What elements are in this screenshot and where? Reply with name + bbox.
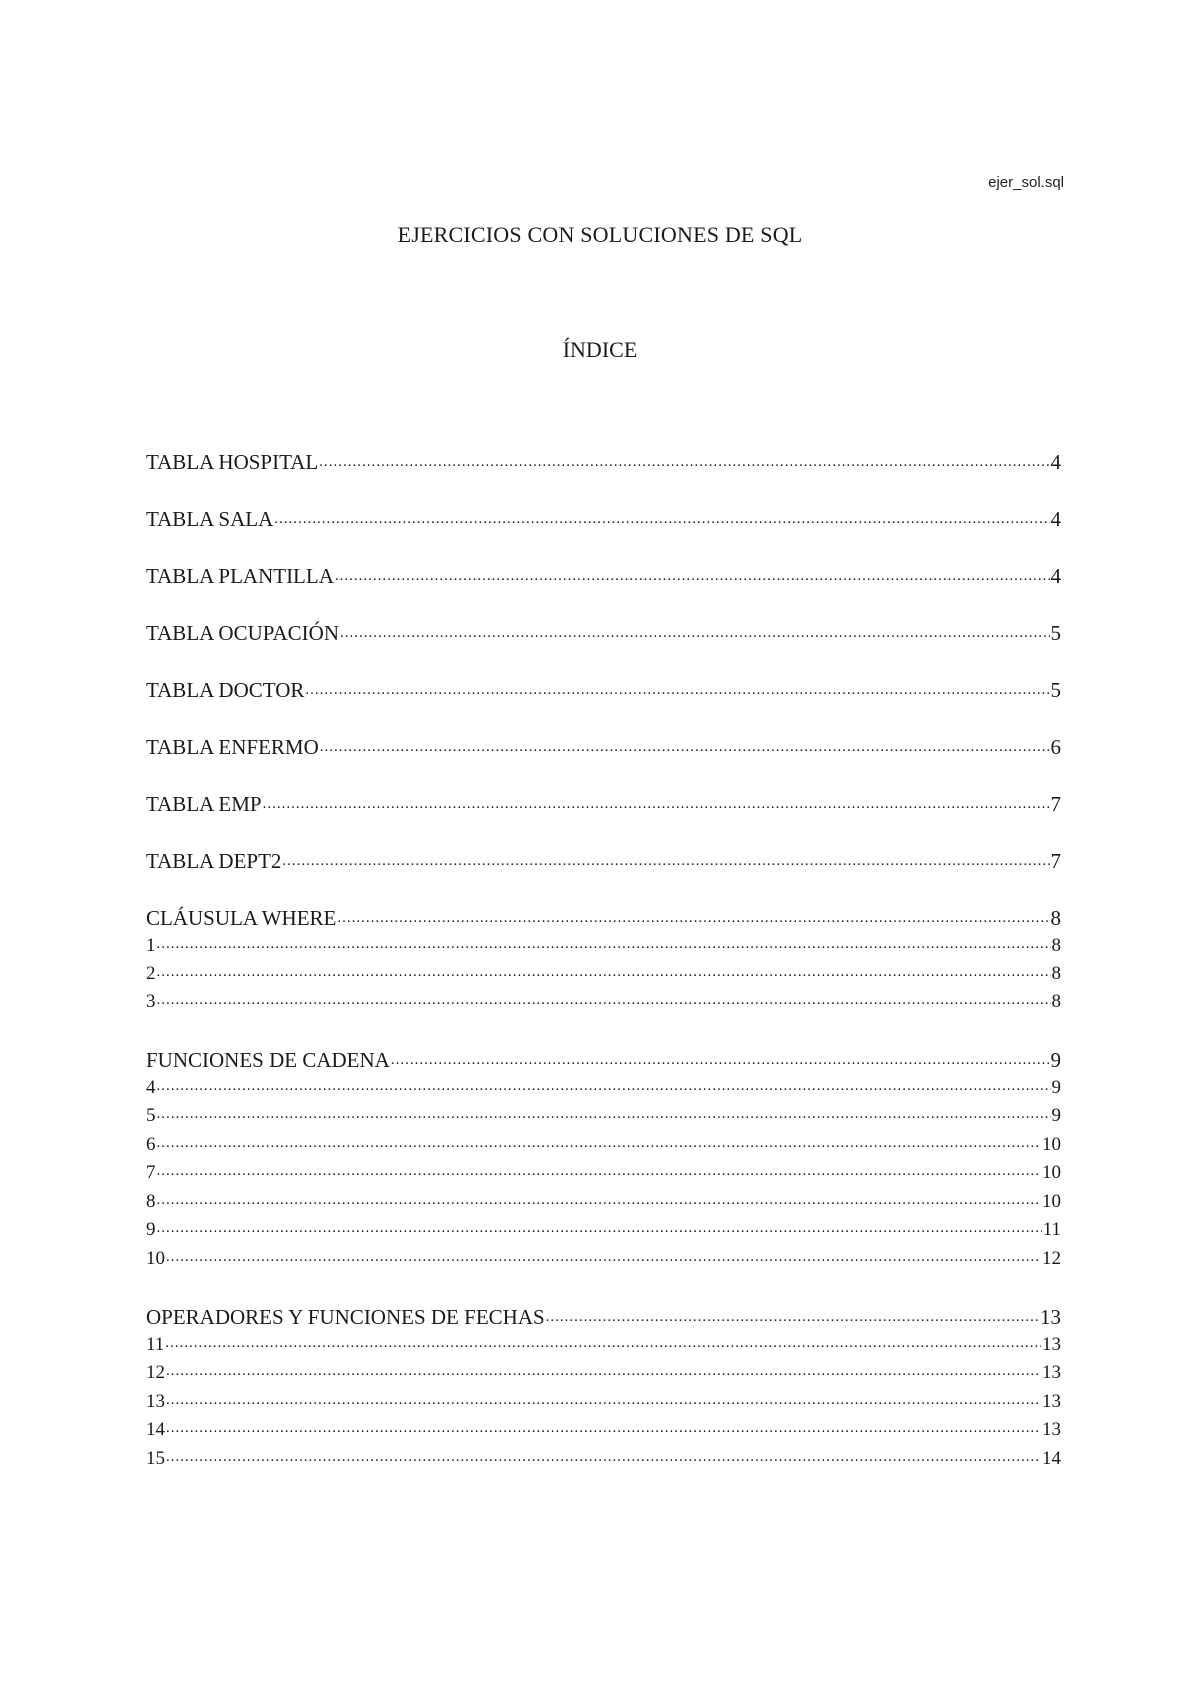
toc-entry-label: TABLA DEPT2 (146, 849, 282, 873)
toc-entry-page: 9 (1050, 1048, 1061, 1072)
toc-entry[interactable] (146, 792, 1061, 818)
toc-entry-page: 10 (1042, 1134, 1061, 1155)
toc-entry-label: CLÁUSULA WHERE (146, 906, 337, 930)
toc-entry[interactable] (146, 1162, 1061, 1186)
toc-entry[interactable] (146, 1448, 1061, 1472)
toc-entry-label: FUNCIONES DE CADENA (146, 1048, 390, 1072)
document-title: EJERCICIOS CON SOLUCIONES DE SQL (397, 222, 803, 247)
toc-entry-page: 10 (1042, 1162, 1061, 1183)
toc-leader-dots (157, 936, 1051, 953)
toc-entry-label: 2 (146, 963, 156, 984)
toc-leader-dots (157, 992, 1051, 1009)
toc-entry[interactable] (146, 1248, 1061, 1272)
toc-entry[interactable] (146, 1077, 1061, 1101)
toc-entry-page: 8 (1050, 906, 1061, 930)
toc-entry-label: 8 (146, 1191, 156, 1212)
toc-leader-dots (282, 853, 1049, 870)
toc-entry-label: 7 (146, 1162, 156, 1183)
index-heading: ÍNDICE (562, 337, 638, 362)
toc-leader-dots (319, 454, 1049, 471)
toc-entry-page: 12 (1042, 1248, 1061, 1269)
toc-leader-dots (157, 1163, 1042, 1180)
toc-entry-label: TABLA DOCTOR (146, 678, 305, 702)
toc-leader-dots (165, 1335, 1041, 1352)
toc-leader-dots (340, 625, 1050, 642)
toc-entry[interactable] (146, 621, 1061, 647)
toc-entry-label: OPERADORES Y FUNCIONES DE FECHAS (146, 1305, 545, 1329)
toc-entry-page: 5 (1050, 621, 1061, 645)
toc-leader-dots (337, 910, 1049, 927)
toc-entry-page: 4 (1050, 507, 1061, 531)
toc-entry-label: 1 (146, 935, 156, 956)
toc-entry-label: 6 (146, 1134, 156, 1155)
toc-leader-dots (166, 1420, 1041, 1437)
toc-entry-label: TABLA EMP (146, 792, 262, 816)
toc-entry-label: TABLA SALA (146, 507, 274, 531)
toc-entry[interactable] (146, 1048, 1061, 1074)
toc-entry-label: 3 (146, 991, 156, 1012)
toc-entry-page: 7 (1050, 849, 1061, 873)
toc-entry[interactable] (146, 963, 1061, 987)
toc-entry[interactable] (146, 1219, 1061, 1243)
toc-entry-page: 13 (1042, 1391, 1061, 1412)
toc-leader-dots (166, 1249, 1041, 1266)
toc-entry-label: TABLA OCUPACIÓN (146, 621, 339, 645)
toc-entry-label: TABLA PLANTILLA (146, 564, 334, 588)
toc-entry[interactable] (146, 1334, 1061, 1358)
toc-entry-page: 5 (1050, 678, 1061, 702)
toc-entry-page: 10 (1042, 1191, 1061, 1212)
toc-leader-dots (263, 796, 1050, 813)
toc-entry-page: 4 (1050, 564, 1061, 588)
toc-entry[interactable] (146, 507, 1061, 533)
toc-entry[interactable] (146, 906, 1061, 932)
toc-entry[interactable] (146, 1419, 1061, 1443)
toc-entry-page: 4 (1050, 450, 1061, 474)
toc-entry-page: 8 (1051, 991, 1061, 1012)
toc-entry[interactable] (146, 1362, 1061, 1386)
toc-entry-label: TABLA HOSPITAL (146, 450, 319, 474)
toc-entry-label: 13 (146, 1391, 165, 1412)
toc-leader-dots (166, 1392, 1041, 1409)
toc-entry-page: 8 (1051, 963, 1061, 984)
toc-entry[interactable] (146, 564, 1061, 590)
toc-entry-page: 9 (1051, 1077, 1061, 1098)
toc-entry-page: 8 (1051, 935, 1061, 956)
header-filename: ejer_sol.sql (988, 174, 1064, 191)
toc-entry[interactable] (146, 849, 1061, 875)
toc-entry-label: 5 (146, 1105, 156, 1126)
toc-entry-page: 7 (1050, 792, 1061, 816)
toc-entry[interactable] (146, 991, 1061, 1015)
toc-entry-label: 15 (146, 1448, 165, 1469)
toc-entry-page: 13 (1042, 1334, 1061, 1355)
toc-entry-page: 13 (1042, 1362, 1061, 1383)
toc-leader-dots (157, 1192, 1042, 1209)
toc-entry-page: 13 (1042, 1419, 1061, 1440)
toc-leader-dots (320, 739, 1050, 756)
toc-entry[interactable] (146, 935, 1061, 959)
toc-leader-dots (157, 1078, 1051, 1095)
toc-entry-label: 11 (146, 1334, 165, 1355)
toc-entry-page: 11 (1042, 1219, 1061, 1240)
toc-leader-dots (335, 568, 1050, 585)
toc-entry[interactable] (146, 1391, 1061, 1415)
toc-entry[interactable] (146, 1134, 1061, 1158)
toc-leader-dots (157, 1106, 1051, 1123)
toc-entry-page: 14 (1042, 1448, 1061, 1469)
toc-entry-page: 6 (1050, 735, 1061, 759)
toc-entry-label: 9 (146, 1219, 156, 1240)
toc-entry-label: 14 (146, 1419, 165, 1440)
toc-leader-dots (274, 511, 1049, 528)
toc-entry[interactable] (146, 735, 1061, 761)
toc-entry-label: 4 (146, 1077, 156, 1098)
toc-entry-label: TABLA ENFERMO (146, 735, 319, 759)
toc-entry[interactable] (146, 1105, 1061, 1129)
toc-leader-dots (166, 1449, 1041, 1466)
toc-entry-label: 12 (146, 1362, 165, 1383)
toc-entry-page: 13 (1040, 1305, 1061, 1329)
toc-leader-dots (305, 682, 1049, 699)
toc-leader-dots (157, 1220, 1042, 1237)
toc-leader-dots (391, 1052, 1050, 1069)
toc-entry[interactable] (146, 450, 1061, 476)
toc-leader-dots (157, 1135, 1042, 1152)
toc-leader-dots (546, 1309, 1039, 1326)
toc-leader-dots (166, 1363, 1041, 1380)
toc-entry[interactable] (146, 1191, 1061, 1215)
toc-entry[interactable] (146, 678, 1061, 704)
toc-entry-label: 10 (146, 1248, 165, 1269)
toc-entry-page: 9 (1051, 1105, 1061, 1126)
toc-leader-dots (157, 964, 1051, 981)
toc-entry[interactable] (146, 1305, 1061, 1331)
